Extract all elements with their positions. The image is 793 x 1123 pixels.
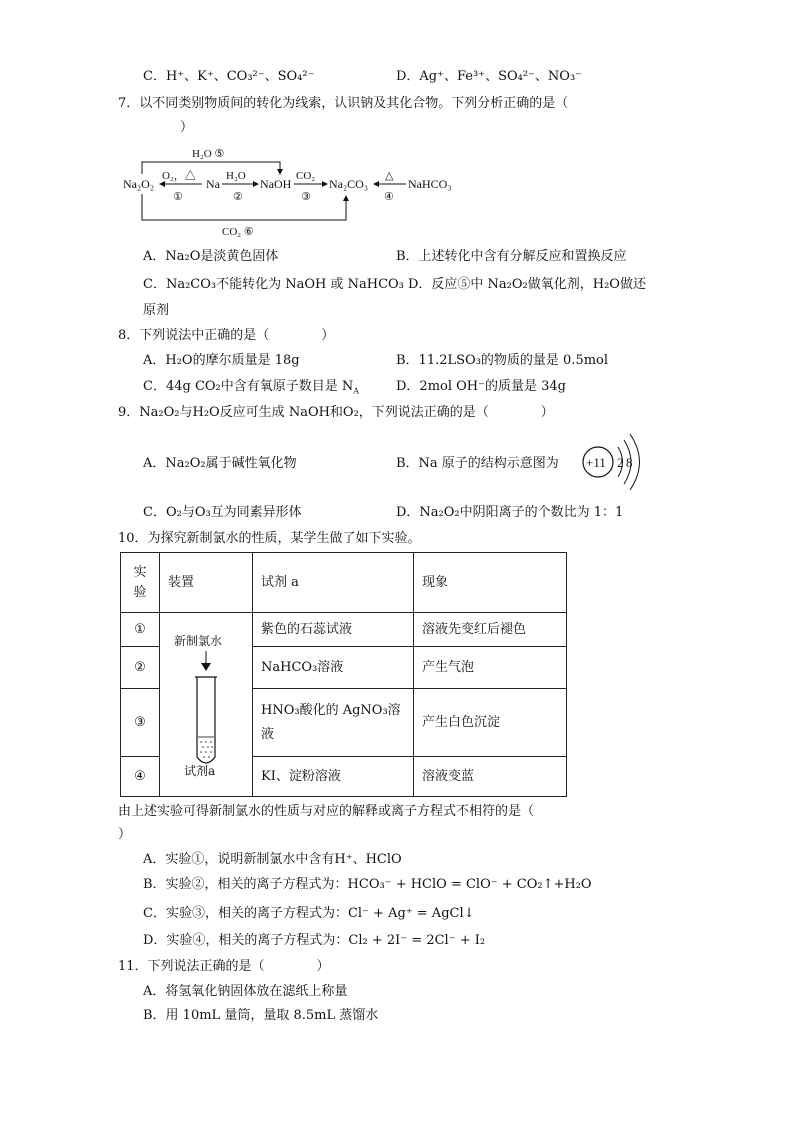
header-phenomenon: 现象 [414, 553, 567, 613]
naoh-label: NaOH [260, 177, 292, 191]
na2co3-label: Na₂CO₃ [329, 177, 369, 191]
r4-condition: △ [385, 170, 394, 182]
q9-option-a: A．Na₂O₂属于碱性氧化物 [143, 456, 297, 471]
q6-option-c: C．H⁺、K⁺、CO₃²⁻、SO₄²⁻ [143, 69, 315, 84]
q8-option-b: B．11.2LSO₃的物质的量是 0.5mol [396, 353, 609, 368]
q10-option-b: B．实验②，相关的离子方程式为：HCO₃⁻ + HClO = ClO⁻ + CO₂↑+H₂O [143, 877, 592, 892]
q11-option-b: B．用 10mL 量筒，量取 8.5mL 蒸馏水 [143, 1008, 379, 1023]
q10-question-end: ） [118, 827, 132, 842]
q11-stem: 11．下列说法正确的是（ ） [118, 959, 330, 974]
row-id: ③ [121, 689, 160, 757]
experiment-table [120, 552, 567, 797]
q9-option-c: C．O₂与O₃互为同素异形体 [143, 505, 302, 520]
device-label-top: 新制氯水 [174, 633, 223, 648]
q11-option-a: A．将氢氧化钠固体放在滤纸上称量 [143, 984, 348, 999]
q8-option-a: A．H₂O的摩尔质量是 18g [143, 353, 300, 368]
device-cell [160, 613, 253, 797]
row-reagent: HNO₃酸化的 AgNO₃溶 液 [253, 689, 414, 757]
r6-label: CO₂ ⑥ [222, 226, 254, 238]
row-phenomenon: 溶液先变红后褪色 [414, 613, 567, 647]
row-phenomenon: 溶液变蓝 [414, 757, 567, 797]
q9-option-d: D．Na₂O₂中阴阳离子的个数比为 1：1 [396, 505, 624, 520]
q8-option-d: D．2mol OH⁻的质量是 34g [396, 379, 566, 394]
q10-option-d: D．实验④，相关的离子方程式为：Cl₂ + 2I⁻ = 2Cl⁻ + I₂ [143, 933, 486, 948]
q10-option-a: A．实验①，说明新制氯水中含有H⁺、HClO [143, 852, 402, 867]
q7-option-b: B．上述转化中含有分解反应和置换反应 [396, 249, 627, 264]
header-experiment: 实 验 [121, 553, 160, 613]
row-id: ② [121, 647, 160, 689]
q10-option-c: C．实验③，相关的离子方程式为：Cl⁻ + Ag⁺ = AgCl↓ [143, 906, 475, 921]
device-label-bottom: 试剂a [184, 763, 216, 777]
r2-condition: H₂O [226, 170, 246, 182]
q7-option-c: C．Na₂CO₃不能转化为 NaOH 或 NaHCO₃ [143, 277, 404, 292]
header-reagent: 试剂 a [253, 553, 414, 613]
q7-option-d: D．反应⑤中 Na₂O₂做氧化剂，H₂O做还 [408, 277, 646, 292]
header-device: 装置 [160, 553, 253, 613]
na2o2-label: Na₂O₂ [123, 177, 155, 191]
r2-number: ② [233, 191, 243, 203]
atom-shell-2: 8 [626, 455, 633, 470]
row-id: ④ [121, 757, 160, 797]
q7-stem: 7．以不同类别物质间的转化为线索，认识钠及其化合物。下列分析正确的是（ [118, 96, 569, 111]
row-reagent: NaHCO₃溶液 [253, 647, 414, 689]
q6-option-d: D．Ag⁺、Fe³⁺、SO₄²⁻、NO₃⁻ [396, 69, 583, 84]
atom-shell-1: 2 [617, 455, 624, 470]
r3-condition: CO₂ [296, 170, 316, 182]
row-phenomenon: 产生气泡 [414, 647, 567, 689]
r3-number: ③ [301, 191, 311, 203]
q7-stem-end: ） [180, 120, 194, 135]
r1-condition: O₂，△ [162, 170, 196, 182]
table-row [121, 613, 567, 647]
q8-option-c: C．44g CO₂中含有氧原子数目是 $N_A$ [143, 379, 360, 396]
q10-stem: 10．为探究新制氯水的性质，某学生做了如下实验。 [118, 531, 421, 546]
q7-option-a: A．Na₂O是淡黄色固体 [143, 249, 279, 264]
row-phenomenon: 产生白色沉淀 [414, 689, 567, 757]
q10-question: 由上述实验可得新制氯水的性质与对应的解释或离子方程式不相符的是（ [118, 804, 535, 819]
sodium-conversion-scheme [118, 140, 478, 240]
nahco3-label: NaHCO₃ [408, 177, 452, 191]
q9-option-b: B．Na 原子的结构示意图为 [396, 456, 559, 471]
q8-stem: 8．下列说法中正确的是（ ） [118, 328, 335, 343]
test-tube-diagram [168, 625, 244, 777]
q7-option-d-cont: 原剂 [143, 303, 170, 318]
na-label: Na [206, 177, 220, 191]
na-atom-structure-diagram [580, 432, 650, 502]
table-header-row [121, 553, 567, 613]
atom-nucleus: +11 [586, 455, 606, 470]
r4-number: ④ [384, 191, 394, 203]
r1-number: ① [173, 191, 183, 203]
r5-label: H₂O ⑤ [192, 148, 225, 160]
row-reagent: KI、淀粉溶液 [253, 757, 414, 797]
row-reagent: 紫色的石蕊试液 [253, 613, 414, 647]
row-id: ① [121, 613, 160, 647]
q9-stem: 9．Na₂O₂与H₂O反应可生成 NaOH和O₂，下列说法正确的是（ ） [118, 405, 554, 420]
